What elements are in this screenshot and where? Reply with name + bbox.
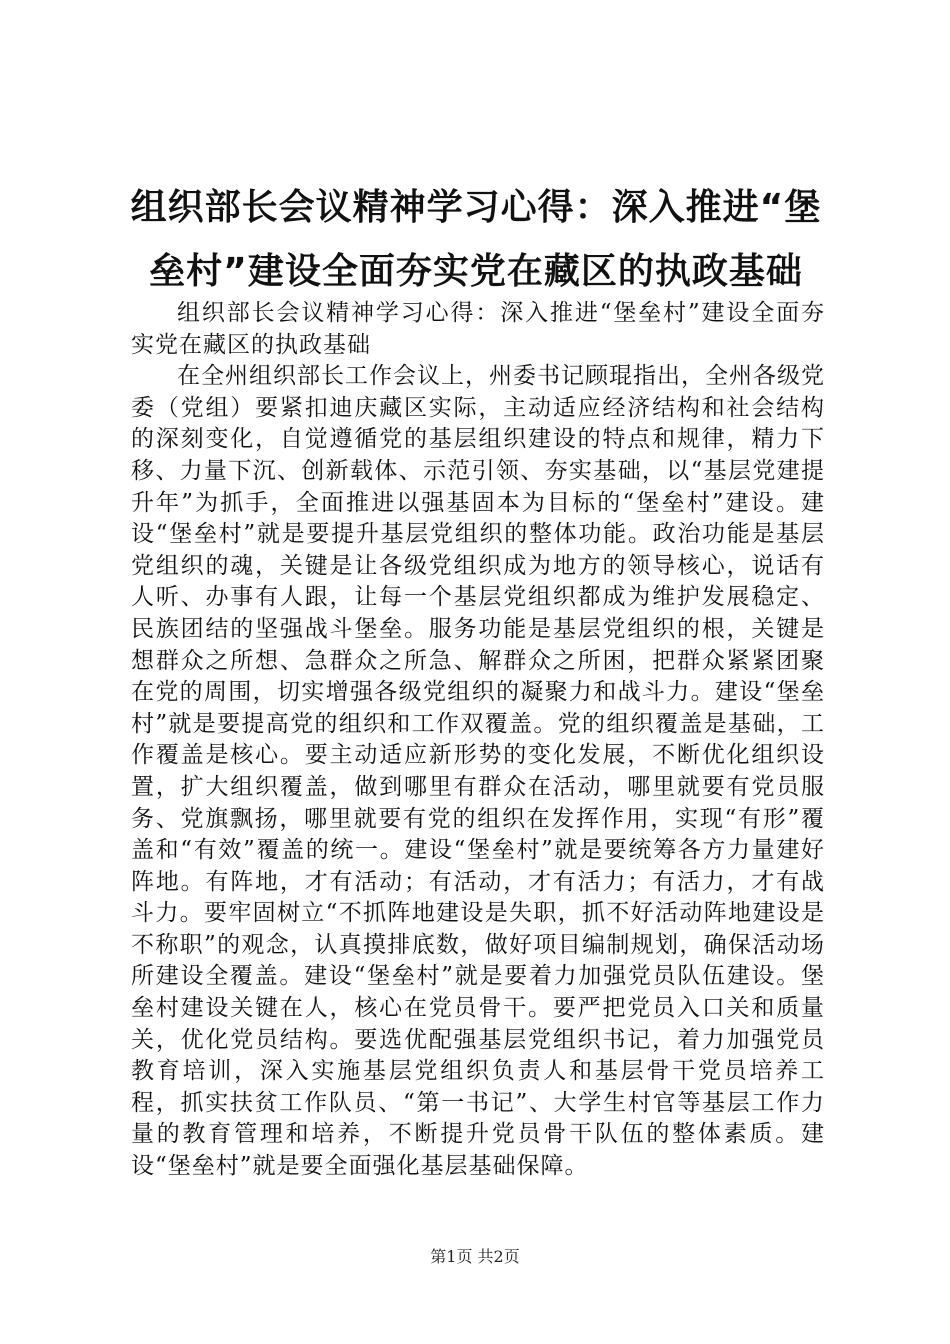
- page-number: 第1页 共2页: [430, 1247, 520, 1266]
- document-title: 组织部长会议精神学习心得：深入推进“堡垒村”建设全面夯实党在藏区的执政基础: [130, 187, 822, 292]
- paragraph-main: 在全州组织部长工作会议上，州委书记顾琨指出，全州各级党委（党组）要紧扣迪庆藏区实际，主动适应经济结构和社会结构的深刻变化，自觉遵循党的基层组织建设的特点和规律，精力下移、力量下沉、创新载体、示范引领、夯实基础，以“基层党建提升年”为抓手，全面推进以强基固本为目标的“堡垒村”建设。建设“堡垒村”就是要提升基层党组织的整体功能。政治功能是基层党组织的魂，关键是让各级党组织成为地方的领导核心，说话有人听、办事有人跟，让每一个基层党组织都成为维护发展稳定、民族团结的坚强战斗堡垒。服务功能是基层党组织的根，关键是想群众之所想、急群众之所急、解群众之所困，把群众紧紧团聚在党的周围，切实增强各级党组织的凝聚力和战斗力。建设“堡垒村”就是要提高党的组织和工作双覆盖。党的组织覆盖是基础，工作覆盖是核心。要主动适应新形势的变化发展，不断优化组织设置，扩大组织覆盖，做到哪里有群众在活动，哪里就要有党员服务、党旗飘扬，哪里就要有党的组织在发挥作用，实现“有形”覆盖和“有效”覆盖的统一。建设“堡垒村”就是要统筹各方力量建好阵地。有阵地，才有活动；有活动，才有活力；有活力，才有战斗力。要牢固树立“不抓阵地建设是失职，抓不好活动阵地建设是不称职”的观念，认真摸排底数，做好项目编制规划，确保活动场所建设全覆盖。建设“堡垒村”就是要着力加强党员队伍建设。堡垒村建设关键在人，核心在党员骨干。要严把党员入口关和质量关，优化党员结构。要选优配强基层党组织书记，着力加强党员教育培训，深入实施基层党组织负责人和基层骨干党员培养工程，抓实扶贫工作队员、“第一书记”、大学生村官等基层工作力量的教育管理和培养，不断提升党员骨干队伍的整体素质。建设“堡垒村”就是要全面强化基层基础保障。: [131, 363, 825, 1180]
- document-body: [131, 298, 825, 1183]
- paragraph-subtitle: 组织部长会议精神学习心得：深入推进“堡垒村”建设全面夯实党在藏区的执政基础: [131, 300, 825, 358]
